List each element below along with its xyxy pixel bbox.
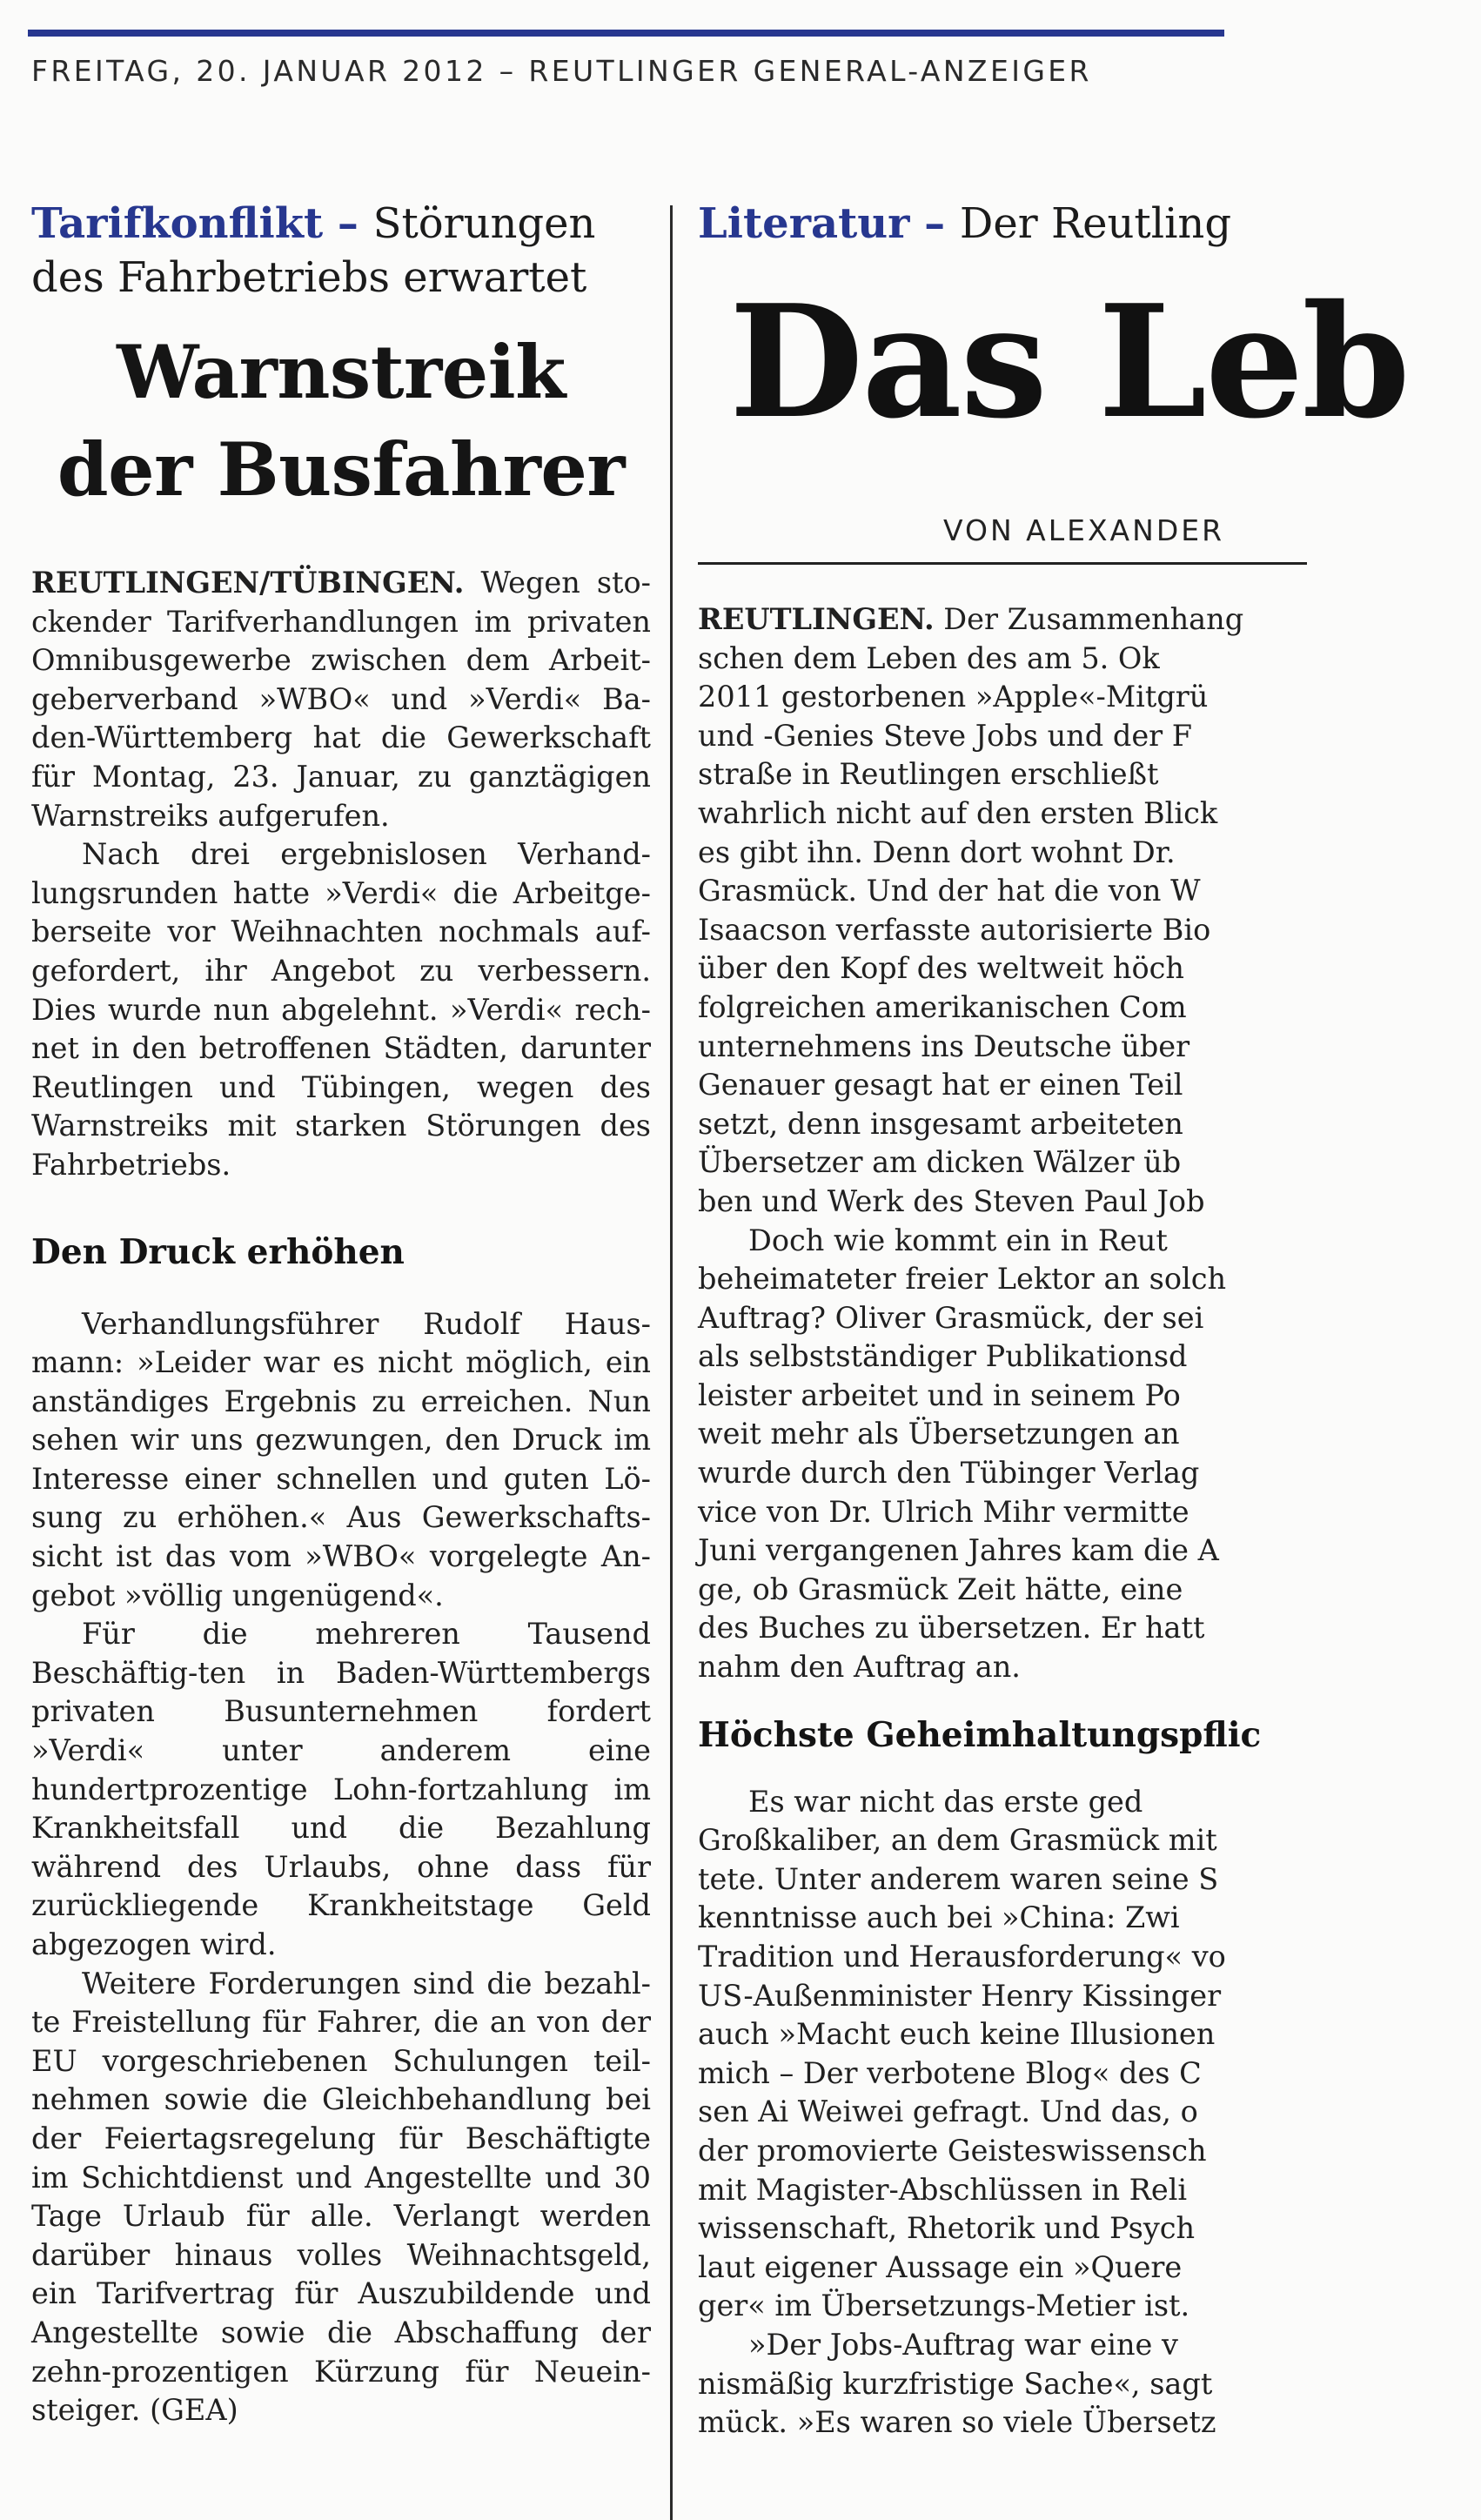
right-text-line: laut eigener Aussage ein »Quere xyxy=(698,2249,1183,2284)
right-text-line: über den Kopf des weltweit höch xyxy=(698,951,1184,986)
right-text-line: US-Außenminister Henry Kissinger xyxy=(698,1978,1222,2013)
right-text-line: nahm den Auftrag an. xyxy=(698,1650,1021,1685)
right-text-line: kenntnisse auch bei »China: Zwi xyxy=(698,1900,1180,1935)
right-text-line: und -Genies Steve Jobs und der F xyxy=(698,718,1193,753)
right-text-line: sen Ai Weiwei gefragt. Und das, o xyxy=(698,2094,1198,2129)
right-text-line: auch »Macht euch keine Illusionen xyxy=(698,2017,1216,2052)
left-article xyxy=(31,197,651,2430)
right-text-line: mich – Der verbotene Blog« des C xyxy=(698,2055,1202,2090)
right-text-line: setzt, denn insgesamt arbeiteten xyxy=(698,1106,1183,1141)
right-dateline: REUTLINGEN. xyxy=(698,602,935,636)
right-text-line: ge, ob Grasmück Zeit hätte, eine xyxy=(698,1572,1183,1606)
left-kicker-keyword: Tarifkonflikt xyxy=(31,199,324,248)
column-divider xyxy=(670,205,673,2520)
right-text-line: Es war nicht das erste ged xyxy=(748,1784,1143,1819)
right-paragraph-4 xyxy=(698,2326,1481,2443)
left-dateline: REUTLINGEN/TÜBINGEN. xyxy=(31,566,465,600)
right-text-line: es gibt ihn. Denn dort wohnt Dr. xyxy=(698,834,1176,869)
left-headline-line1: Warnstreik xyxy=(117,329,566,415)
right-body xyxy=(698,600,1481,2443)
right-text-line: straße in Reutlingen erschließt xyxy=(698,757,1159,792)
right-text-line: unternehmens ins Deutsche über xyxy=(698,1029,1190,1063)
right-byline: VON ALEXANDER xyxy=(943,513,1225,547)
left-paragraph-3: Verhandlungsführer Rudolf Haus-mann: »Leider war es nicht möglich, ein anständiges Ergebnis zu erreichen. Nun sehen wir uns gezwungen, den Druck im Interesse einer schnellen und guten Lö-sung zu erhöhen.« Aus Gewerkschafts-sicht ist das vom »WBO« vorgelegte An-gebot »völlig ungenügend«. xyxy=(31,1306,651,1612)
right-paragraph-1 xyxy=(698,600,1481,1222)
right-text-line: Isaacson verfasste autorisierte Bio xyxy=(698,912,1211,947)
right-text-line: Übersetzer am dicken Wälzer üb xyxy=(698,1145,1182,1180)
right-article xyxy=(698,197,1481,2440)
right-text-line: leister arbeitet und in seinem Po xyxy=(698,1377,1181,1412)
right-text-line: als selbstständiger Publikationsd xyxy=(698,1339,1188,1374)
right-text-line: nismäßig kurzfristige Sache«, sagt xyxy=(698,2366,1213,2401)
right-text-line: Grasmück. Und der hat die von W xyxy=(698,874,1201,908)
left-headline-line2: der Busfahrer xyxy=(57,426,626,513)
right-text-line: schen dem Leben des am 5. Ok xyxy=(698,640,1160,675)
right-kicker-keyword: Literatur xyxy=(698,199,910,248)
right-subhead: Höchste Geheimhaltungspflic xyxy=(698,1714,1262,1755)
left-paragraph-1-text: Wegen sto-ckender Tarifverhandlungen im privaten Omnibusgewerbe zwischen dem Arbeit-geberverband »WBO« und »Verdi« Ba-den-Württemberg hat die Gewerkschaft für Montag, 23. Januar, zu ganztägigen Warnstreiks aufgerufen. xyxy=(31,566,651,833)
right-text-line: mück. »Es waren so viele Übersetz xyxy=(698,2405,1216,2440)
right-paragraph-2 xyxy=(698,1222,1481,1687)
right-text-line: ben und Werk des Steven Paul Job xyxy=(698,1183,1205,1218)
right-text-line: Großkaliber, an dem Grasmück mit xyxy=(698,1823,1217,1858)
right-headline: Das Leb xyxy=(729,271,1409,452)
right-kicker-dash: – xyxy=(909,199,960,248)
right-text-line: 2011 gestorbenen »Apple«-Mitgrü xyxy=(698,680,1209,714)
left-kicker-dash: – xyxy=(323,199,373,248)
right-byline-rule xyxy=(698,562,1307,565)
right-text-line: folgreichen amerikanischen Com xyxy=(698,989,1187,1024)
right-kicker xyxy=(698,197,1481,251)
left-paragraph-5: Weitere Forderungen sind die bezahl-te Freistellung für Fahrer, die an von der EU vorgeschriebenen Schulungen teil-nehmen sowie die Gleichbehandlung bei der Feiertagsregelung für Beschäftigte im Schichtdienst und Angestellte und 30 Tage Urlaub für alle. Verlangt werden darüber hinaus volles Weihnachtsgeld, ein Tarifvertrag für Auszubildende und Angestellte sowie die Abschaffung der zehn-prozentigen Kürzung für Neuein-steiger. (GEA) xyxy=(31,1966,651,2428)
right-text-line: beheimateter freier Lektor an solch xyxy=(698,1262,1227,1297)
right-text-line: vice von Dr. Ulrich Mihr vermitte xyxy=(698,1494,1189,1529)
right-text-line: der promovierte Geisteswissensch xyxy=(698,2133,1207,2168)
left-body xyxy=(31,564,651,2430)
right-paragraph-3 xyxy=(698,1783,1481,2326)
right-kicker-rest: Der Reutling xyxy=(959,199,1232,248)
left-paragraph-1 xyxy=(31,564,651,835)
right-text-line: Juni vergangenen Jahres kam die A xyxy=(698,1533,1219,1568)
right-text-line: weit mehr als Übersetzungen an xyxy=(698,1417,1180,1451)
right-text-line: »Der Jobs-Auftrag war eine v xyxy=(748,2327,1178,2362)
left-headline xyxy=(31,324,651,519)
right-text-line: Auftrag? Oliver Grasmück, der sei xyxy=(698,1300,1204,1335)
right-text-line: mit Magister-Abschlüssen in Reli xyxy=(698,2172,1188,2207)
left-subhead: Den Druck erhöhen xyxy=(31,1231,405,1272)
right-text-line: ger« im Übersetzungs-Metier ist. xyxy=(698,2289,1190,2323)
right-text-line: des Buches zu übersetzen. Er hatt xyxy=(698,1611,1205,1645)
right-text-line: wahrlich nicht auf den ersten Blick xyxy=(698,795,1218,830)
left-paragraph-4: Für die mehreren Tausend Beschäftig-ten in Baden-Württembergs privaten Busunternehmen fordert »Verdi« unter anderem eine hundertprozentige Lohn-fortzahlung im Krankheitsfall und die Bezahlung während des Urlaubs, ohne dass für zurückliegende Krankheitstage Geld abgezogen wird. xyxy=(31,1617,651,1961)
right-text-line: Doch wie kommt ein in Reut xyxy=(748,1223,1168,1257)
right-text-line: wurde durch den Tübinger Verlag xyxy=(698,1456,1200,1491)
right-text-line: wissenschaft, Rhetorik und Psych xyxy=(698,2211,1196,2246)
left-kicker-rest: Störungen des Fahrbetriebs erwartet xyxy=(31,199,596,302)
right-text-line: REUTLINGEN. Der Zusammenhang xyxy=(698,602,1244,636)
masthead: FREITAG, 20. JANUAR 2012 – REUTLINGER GENERAL-ANZEIGER xyxy=(31,54,1092,88)
right-text-line: tete. Unter anderem waren seine S xyxy=(698,1861,1219,1896)
left-paragraph-2: Nach drei ergebnislosen Verhand-lungsrunden hatte »Verdi« die Arbeitge-berseite vor Weihnachten nochmals auf-gefordert, ihr Angebot zu verbessern. Dies wurde nun abgelehnt. »Verdi« rech-net in den betroffenen Städten, darunter Reutlingen und Tübingen, wegen des Warnstreiks mit starken Störungen des Fahrbetriebs. xyxy=(31,837,651,1182)
right-text-line: Tradition und Herausforderung« vo xyxy=(698,1940,1226,1974)
right-text-line: Genauer gesagt hat er einen Teil xyxy=(698,1068,1183,1102)
masthead-rule xyxy=(28,30,1224,37)
left-kicker xyxy=(31,197,651,305)
